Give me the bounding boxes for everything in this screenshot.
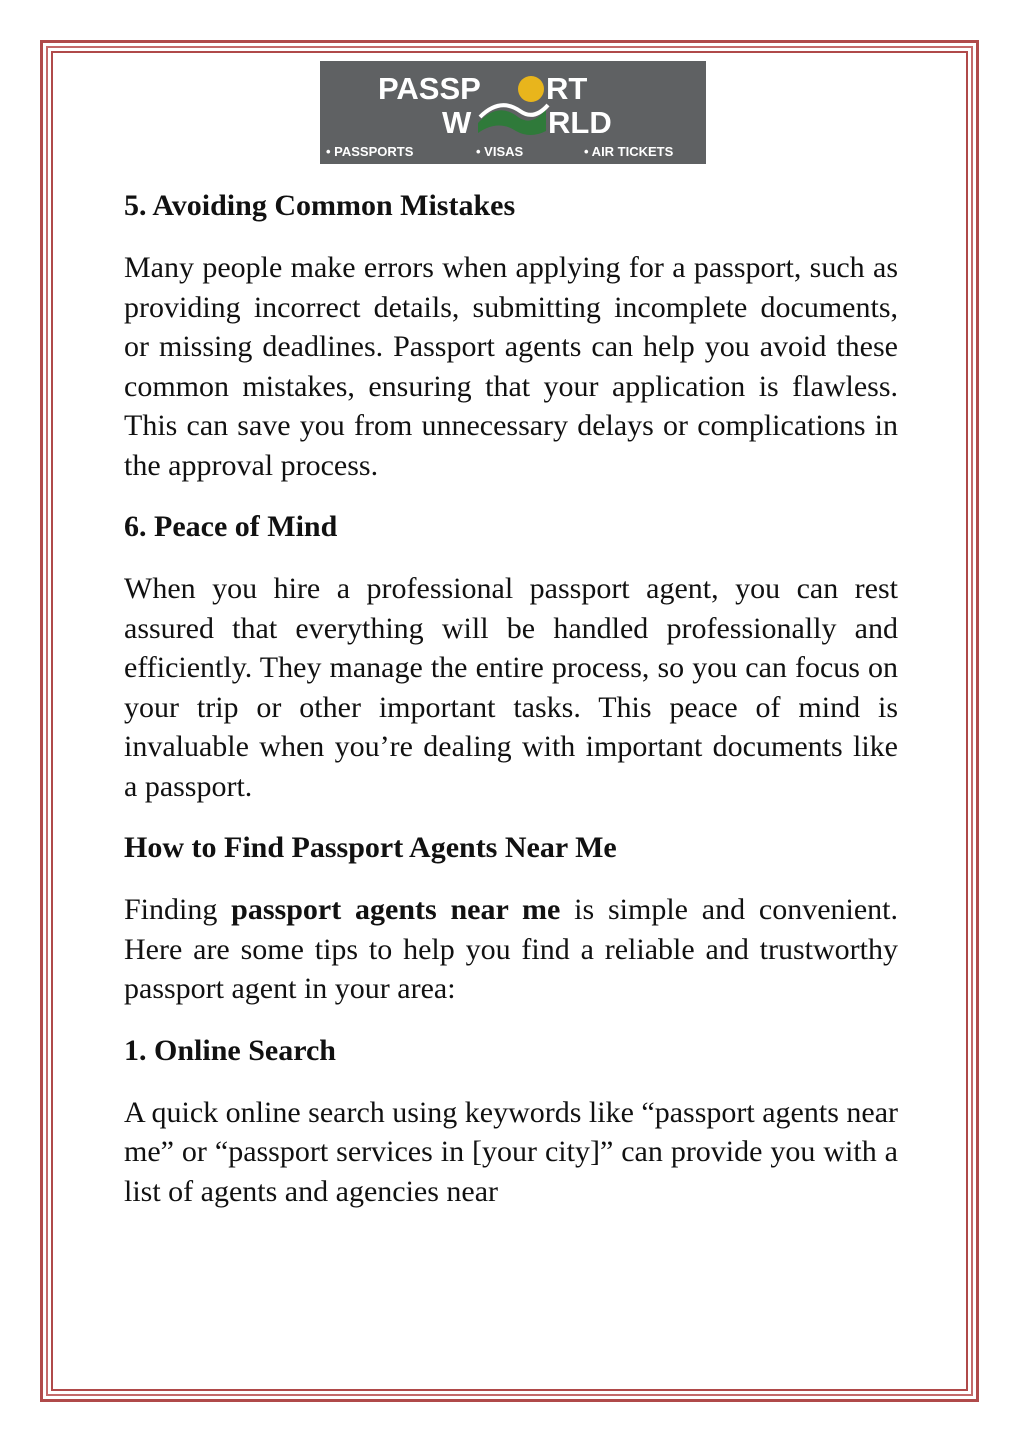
logo-tagline-visas: • VISAS [476, 144, 524, 159]
section-body-find-agents [124, 890, 898, 1009]
body-text-after: is simple and convenient. Here are some tips to help you find a reliable and trustworthy passport agent in your area: [124, 893, 899, 1005]
section-body-online-search: A quick online search using keywords like “passport agents near me” or “passport services in [your city]” can provide you with a list of agents and agencies near [124, 1095, 898, 1208]
passport-world-logo [320, 61, 706, 164]
section-body-avoiding-mistakes: Many people make errors when applying for a passport, such as providing incorrect details, submitting incomplete documents, or missing deadlines. Passport agents can help you avoid these common mistakes, ensuring that your application is flawless. This can save you from unnecessary delays or complications in the approval process. [124, 251, 898, 482]
section-heading-find-agents: How to Find Passport Agents Near Me [124, 831, 617, 864]
section-heading-online-search: 1. Online Search [124, 1033, 336, 1067]
logo-graphic [320, 61, 706, 164]
section-heading-peace-of-mind: 6. Peace of Mind [124, 510, 338, 543]
logo-line2-left: W [442, 105, 472, 140]
logo-line1-right: RT [546, 71, 588, 106]
body-text-before: Finding [124, 893, 232, 926]
logo-line2-right: RLD [548, 105, 612, 140]
logo-line1-left: PASSP [378, 71, 481, 106]
logo-tagline-air-tickets: • AIR TICKETS [584, 144, 674, 159]
section-heading-avoiding-mistakes: 5. Avoiding Common Mistakes [124, 189, 516, 222]
document-body [124, 186, 898, 1233]
section-body-peace-of-mind: When you hire a professional passport agent, you can rest assured that everything will be handled professionally and efficiently. They manage the entire process, so you can focus on your trip or other important tasks. This peace of mind is invaluable when you’re dealing with important documents like a passport. [124, 572, 898, 803]
keyword-highlight: passport agents near me [231, 893, 561, 926]
sun-icon [518, 76, 544, 102]
logo-tagline-passports: • PASSPORTS [326, 144, 414, 159]
